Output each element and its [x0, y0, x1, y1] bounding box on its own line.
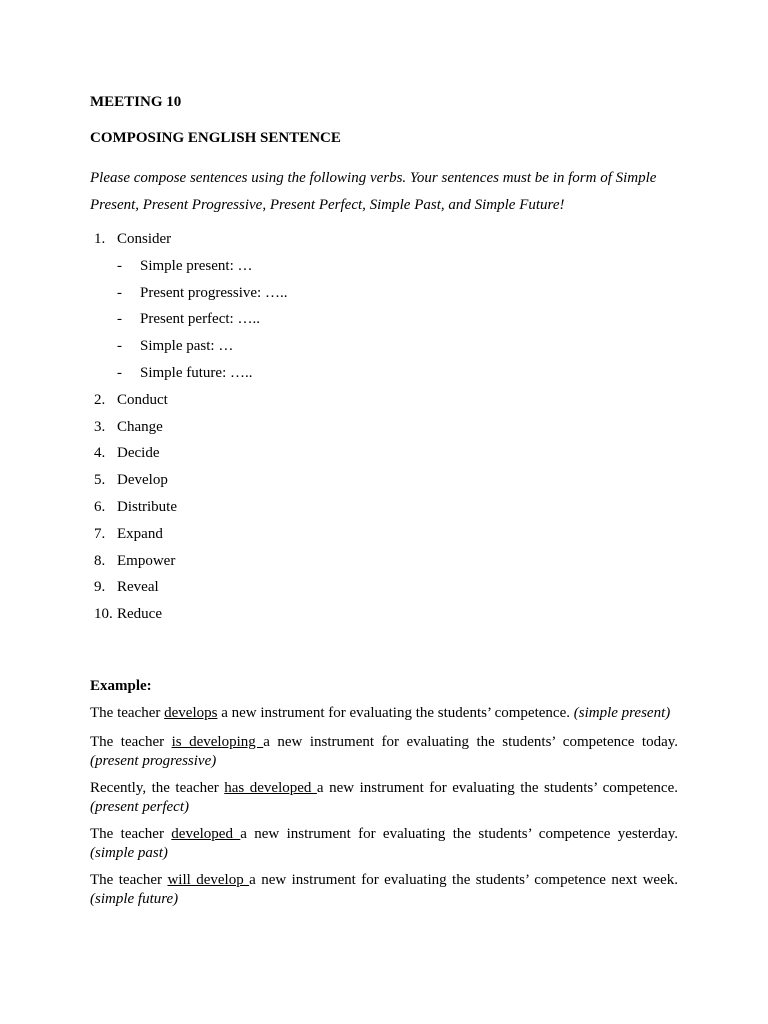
list-item	[90, 521, 678, 548]
list-item	[90, 548, 678, 575]
list-number: 8.	[94, 552, 106, 569]
verb-label: Reveal	[117, 579, 159, 596]
list-number: 6.	[94, 498, 106, 515]
list-item	[90, 387, 678, 414]
sublist-item	[117, 253, 678, 280]
dash-bullet: -	[117, 284, 122, 301]
list-item	[90, 226, 678, 387]
example-rest: a new instrument for evaluating the students’ competence today.	[263, 733, 679, 750]
example-sentence	[90, 779, 678, 817]
list-number: 9.	[94, 579, 106, 596]
verb-label: Consider	[117, 231, 172, 247]
verb-label: Conduct	[117, 391, 168, 408]
example-prefix: The teacher	[90, 704, 165, 721]
verb-label: Distribute	[117, 498, 177, 515]
list-item	[90, 574, 678, 601]
list-number: 3.	[94, 418, 106, 435]
example-rest: a new instrument for evaluating the students’ competence.	[316, 779, 678, 796]
list-item	[90, 494, 678, 521]
example-prefix: The teacher	[90, 825, 172, 842]
verb-label: Expand	[117, 525, 163, 542]
example-sentence	[90, 871, 678, 909]
example-prefix: Recently, the teacher	[90, 779, 225, 796]
verb-label: Decide	[117, 445, 160, 462]
example-rest: a new instrument for evaluating the students’ competence yesterday.	[240, 825, 678, 842]
list-number: 4.	[94, 445, 106, 462]
list-number: 10.	[94, 606, 113, 623]
list-item	[90, 601, 678, 628]
list-item	[90, 440, 678, 467]
example-sentence	[90, 704, 678, 723]
verb-label: Empower	[117, 552, 176, 569]
verb-label: Reduce	[117, 606, 162, 623]
list-number: 5.	[94, 472, 106, 489]
example-verb: will develop	[167, 871, 250, 888]
example-tense: (simple past)	[90, 844, 168, 861]
example-tense: (simple present)	[573, 704, 671, 721]
dash-bullet: -	[117, 338, 122, 355]
verb-label: Change	[117, 418, 163, 435]
example-verb: is developing	[171, 733, 264, 750]
meeting-heading: MEETING 10	[90, 94, 182, 110]
tense-sublist	[117, 253, 678, 387]
dash-bullet: -	[117, 257, 122, 274]
list-number: 7.	[94, 525, 106, 542]
list-item	[90, 467, 678, 494]
list-number: 2.	[94, 391, 106, 408]
example-prefix: The teacher	[90, 733, 172, 750]
example-sentence	[90, 733, 678, 771]
sublist-text: Simple future: …..	[140, 364, 253, 381]
example-sentence	[90, 825, 678, 863]
sublist-item	[117, 360, 678, 387]
list-item	[90, 414, 678, 441]
instructions-text: Please compose sentences using the following verbs. Your sentences must be in form of Simple Present, Present Progressive, Present Perfect, Simple Past, and Simple Future!	[90, 170, 657, 213]
verb-label: Develop	[117, 472, 168, 489]
page-title: COMPOSING ENGLISH SENTENCE	[90, 130, 341, 146]
list-number: 1.	[94, 231, 106, 247]
dash-bullet: -	[117, 364, 122, 381]
example-tense: (present perfect)	[90, 798, 189, 815]
example-verb: developed	[171, 825, 241, 842]
sublist-text: Simple present: …	[140, 257, 253, 274]
example-verb: has developed	[224, 779, 317, 796]
example-tense: (present progressive)	[90, 752, 217, 769]
sublist-item	[117, 306, 678, 333]
sublist-text: Present progressive: …..	[140, 284, 288, 301]
sublist-text: Simple past: …	[140, 338, 234, 355]
verb-list	[90, 226, 678, 628]
example-rest: a new instrument for evaluating the students’ competence next week.	[249, 871, 678, 888]
example-rest: a new instrument for evaluating the students’ competence.	[217, 704, 574, 721]
sublist-item	[117, 333, 678, 360]
example-prefix: The teacher	[90, 871, 168, 888]
document-body	[90, 92, 678, 917]
sublist-text: Present perfect: …..	[140, 311, 260, 328]
example-heading: Example:	[90, 677, 152, 694]
example-tense: (simple future)	[90, 890, 179, 907]
example-verb: develops	[164, 704, 218, 721]
dash-bullet: -	[117, 311, 122, 328]
sublist-item	[117, 280, 678, 307]
